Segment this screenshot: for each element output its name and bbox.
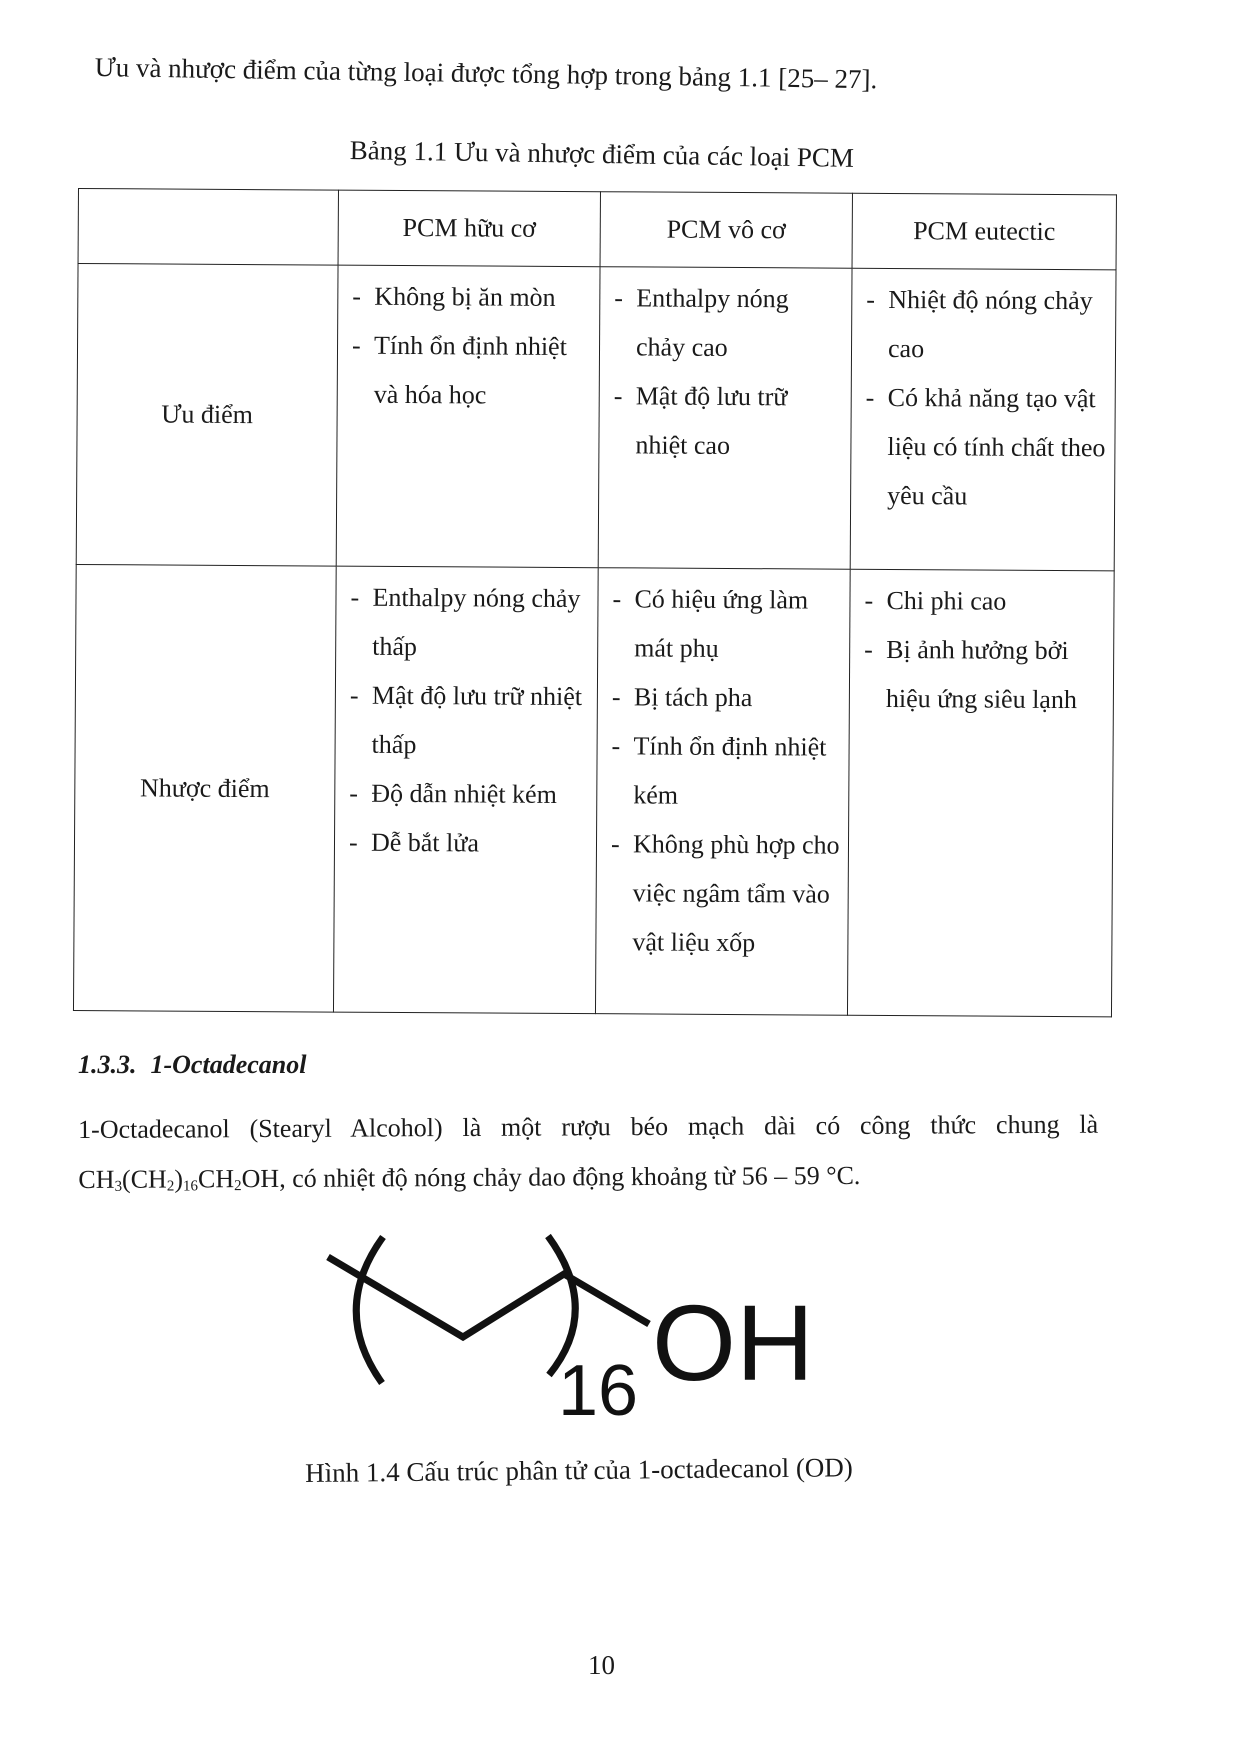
list-item: - Chi phi cao	[860, 576, 1105, 626]
body-paragraph	[78, 1100, 1099, 1212]
list-item: - Không bị ăn mòn	[348, 272, 591, 322]
repeat-count: 16	[558, 1351, 639, 1425]
list-item: - Tính ổn định nhiệt kém	[607, 721, 841, 820]
row-label-advantages: Ưu điểm	[76, 264, 338, 567]
list-item: - Có khả năng tạo vật liệu có tính chất theo yêu cầu	[861, 373, 1107, 521]
list-item: - Có hiệu ứng làm mát phụ	[608, 574, 842, 673]
section-heading	[78, 1050, 306, 1080]
cell-eutectic-advantages	[850, 268, 1116, 571]
hydroxyl-group: OH	[652, 1282, 814, 1403]
list-item: - Mật độ lưu trữ nhiệt thấp	[345, 671, 589, 770]
list-item: - Nhiệt độ nóng chảy cao	[862, 275, 1108, 374]
row-label-disadvantages: Nhược điểm	[73, 564, 336, 1012]
paragraph-text: , có nhiệt độ nóng chảy dao động khoảng từ 56 – 59 °C.	[279, 1160, 861, 1193]
figure-caption: Hình 1.4 Cấu trúc phân tử của 1-octadecanol (OD)	[305, 1452, 853, 1488]
list-item: - Enthalpy nóng chảy cao	[610, 273, 844, 372]
molecular-structure-figure	[320, 1225, 880, 1425]
comparison-table	[73, 188, 1116, 1017]
paragraph-text: 1-Octadecanol (Stearyl Alcohol) là một rượu béo mạch dài có công thức chung là	[78, 1109, 1099, 1144]
intro-sentence: Ưu và nhược điểm của từng loại được tổng hợp trong bảng 1.1 [25– 27].	[94, 52, 878, 95]
list-item: - Dễ bắt lửa	[345, 818, 588, 868]
section-number: 1.3.3.	[78, 1050, 137, 1079]
cell-inorganic-disadvantages	[595, 568, 850, 1016]
header-inorganic-pcm: PCM vô cơ	[600, 192, 852, 269]
table-caption: Bảng 1.1 Ưu và nhược điểm của các loại PCM	[349, 135, 855, 173]
header-eutectic-pcm: PCM eutectic	[852, 193, 1116, 270]
table-header-row	[78, 189, 1116, 270]
header-organic-pcm: PCM hữu cơ	[338, 190, 600, 267]
list-item: - Tính ổn định nhiệt và hóa học	[348, 321, 592, 420]
table-row-disadvantages	[73, 564, 1114, 1016]
cell-organic-disadvantages	[333, 566, 598, 1014]
list-item: - Bị tách pha	[608, 672, 841, 722]
list-item: - Enthalpy nóng chảy thấp	[346, 573, 590, 672]
chemical-formula: $CH_3(CH_2)_{16}CH_2OH$	[78, 1163, 280, 1195]
table-row-advantages	[76, 264, 1116, 571]
cell-organic-advantages	[336, 265, 600, 568]
page-number: 10	[588, 1650, 615, 1680]
skeletal-formula-icon	[320, 1225, 880, 1425]
list-item: - Mật độ lưu trữ nhiệt cao	[609, 371, 843, 470]
header-empty	[78, 189, 338, 266]
list-item: - Không phù hợp cho việc ngâm tẩm vào vật liệu xốp	[606, 819, 840, 967]
cell-inorganic-advantages	[598, 267, 852, 570]
list-item: - Độ dẫn nhiệt kém	[345, 769, 588, 819]
list-item: - Bị ảnh hưởng bởi hiệu ứng siêu lạnh	[860, 625, 1106, 724]
section-title: 1-Octadecanol	[150, 1050, 307, 1079]
cell-eutectic-disadvantages	[847, 569, 1114, 1017]
